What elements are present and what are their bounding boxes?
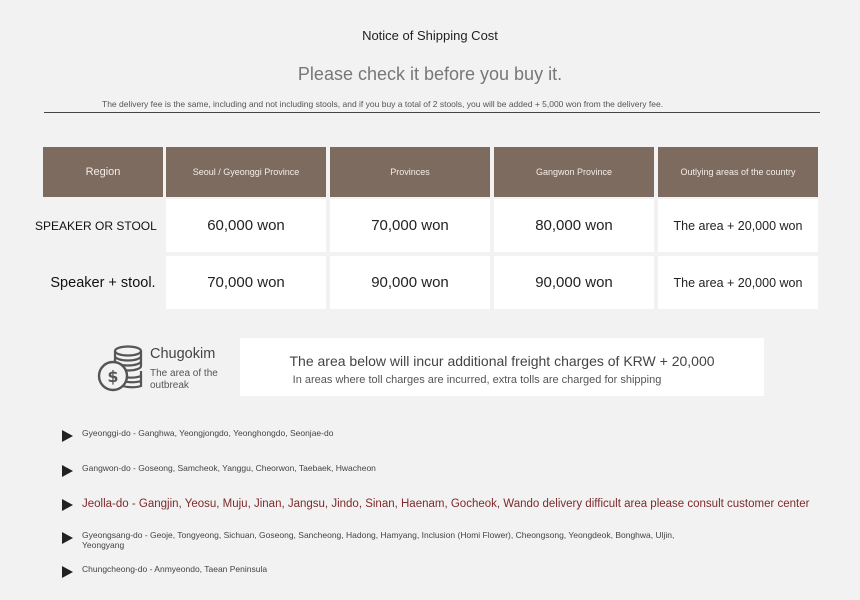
- header-cell-seoul-gyeonggi: Seoul / Gyeonggi Province: [166, 147, 326, 197]
- region-text: Gyeonggi-do - Ganghwa, Yeongjongdo, Yeonghongdo, Seonjae-do: [82, 428, 334, 438]
- list-item: [62, 428, 842, 442]
- region-text: Gyeongsang-do - Geoje, Tongyeong, Sichuan, Goseong, Sancheong, Hadong, Hamyang, Inclusion (Homi Flower), Cheongsong, Yeongdeok, Bonghwa, Uljin, Yeongyang: [82, 530, 675, 550]
- header-cell-provinces: Provinces: [330, 147, 490, 197]
- table-cell: The area + 20,000 won: [658, 256, 818, 309]
- shipping-cost-table: [35, 147, 818, 313]
- row-label: SPEAKER OR STOOL: [35, 199, 163, 252]
- table-cell: 90,000 won: [330, 256, 490, 309]
- brand-logo: [97, 344, 237, 396]
- table-header-row: [43, 147, 818, 197]
- table-cell: 80,000 won: [494, 199, 654, 252]
- divider: [44, 112, 820, 113]
- table-cell: 90,000 won: [494, 256, 654, 309]
- table-row: [35, 199, 818, 252]
- freight-notice-main: The area below will incur additional freight charges of KRW + 20,000: [289, 353, 715, 369]
- list-item: [62, 463, 842, 477]
- delivery-fee-note: The delivery fee is the same, including and not including stools, and if you buy a total of 2 stools, you will be added + 5,000 won from the delivery fee.: [102, 99, 664, 109]
- list-item: [62, 497, 842, 511]
- region-text: Chungcheong-do - Anmyeondo, Taean Peninsula: [82, 564, 268, 574]
- header-cell-region: Region: [43, 147, 163, 197]
- brand-name: Chugokim: [150, 346, 216, 362]
- brand-tagline: The area of the outbreak: [150, 368, 218, 391]
- freight-notice: [240, 338, 764, 396]
- list-item: [62, 530, 842, 550]
- page-subtitle: Please check it before you buy it.: [297, 64, 563, 84]
- freight-notice-sub: In areas where toll charges are incurred, extra tolls are charged for shipping: [292, 374, 662, 386]
- triangle-bullet-icon: [62, 566, 73, 578]
- svg-text:$: $: [107, 367, 119, 386]
- table-cell: 60,000 won: [166, 199, 326, 252]
- table-row: [43, 256, 818, 309]
- table-cell: The area + 20,000 won: [658, 199, 818, 252]
- table-cell: 70,000 won: [166, 256, 326, 309]
- region-text: Gangwon-do - Goseong, Samcheok, Yanggu, Cheorwon, Taebaek, Hwacheon: [82, 463, 376, 473]
- list-item: [62, 564, 842, 578]
- coins-dollar-icon: [97, 344, 147, 394]
- region-text-highlight: Jeolla-do - Gangjin, Yeosu, Muju, Jinan, Jangsu, Jindo, Sinan, Haenam, Gocheok, Wando delivery difficult area please consult customer center: [82, 498, 810, 510]
- triangle-bullet-icon: [62, 532, 73, 544]
- page-title: Notice of Shipping Cost: [362, 28, 498, 43]
- triangle-bullet-icon: [62, 430, 73, 442]
- triangle-bullet-icon: [62, 465, 73, 477]
- table-cell: 70,000 won: [330, 199, 490, 252]
- header-cell-gangwon: Gangwon Province: [494, 147, 654, 197]
- header-cell-outlying: Outlying areas of the country: [658, 147, 818, 197]
- triangle-bullet-icon: [62, 499, 73, 511]
- row-label: Speaker + stool.: [43, 256, 163, 309]
